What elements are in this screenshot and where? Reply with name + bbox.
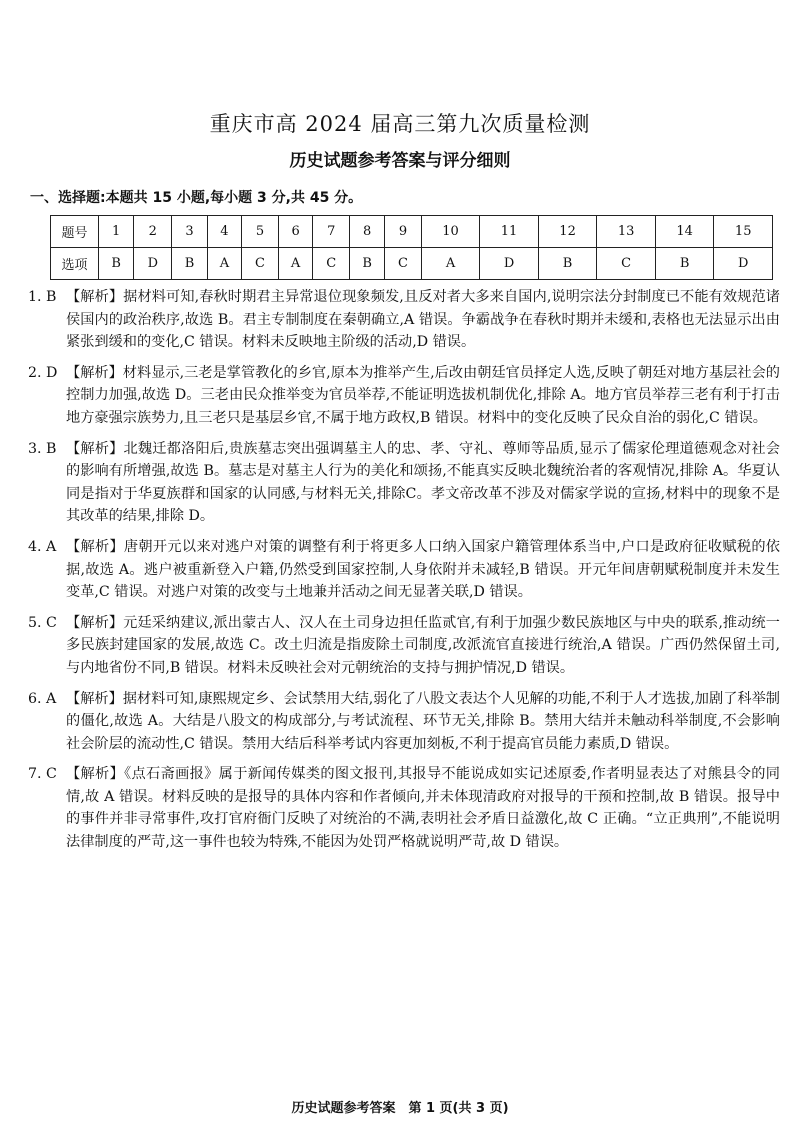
explanation-item — [28, 362, 780, 430]
question-number: 11 — [480, 216, 539, 248]
exam-subtitle: 历史试题参考答案与评分细则 — [289, 151, 511, 171]
question-number: 5 — [242, 216, 279, 248]
explanation-item — [28, 612, 780, 680]
explanation-list — [28, 286, 780, 862]
answer-option: B — [655, 248, 714, 280]
question-number: 9 — [385, 216, 422, 248]
explanation-text: 【解析】唐朝开元以来对逃户对策的调整有利于将更多人口纳入国家户籍管理体系当中,户口是政府征收赋税的依据,故选 A。逃户被重新登入户籍,仍然受到国家控制,人身依附并未减轻,B 错误。开元年间唐朝赋税制度并未发生变革,C 错误。对逃户对策的改变与土地兼并活动之间无显著关联,D 错误。 — [66, 538, 780, 601]
question-number: 10 — [421, 216, 480, 248]
explanation-text: 【解析】材料显示,三老是掌管教化的乡官,原本为推举产生,后改由朝廷官员择定人选,反映了朝廷对地方基层社会的控制力加强,故选 D。三老由民众推举变为官员举荐,不能证明选拔机制优化,排除 A。地方官员举荐三老有利于打击地方豪强宗族势力,且三老只是基层乡官,不属于地方政权,B 错误。材料中的变化反映了民众自治的弱化,C 错误。 — [66, 364, 780, 426]
explanation-text: 【解析】据材料可知,康熙规定乡、会试禁用大结,弱化了八股文表达个人见解的功能,不利于人才选拔,加剧了科举制的僵化,故选 A。大结是八股文的构成部分,与考试流程、环节无关,排除 B。禁用大结并未触动科举制度,不会影响社会阶层的流动性,C 错误。禁用大结后科举考试内容更加刻板,不利于提高官员能力素质,D 错误。 — [66, 690, 780, 752]
answer-option: B — [99, 248, 134, 280]
question-number: 3 — [172, 216, 207, 248]
explanation-text: 【解析】元廷采纳建议,派出蒙古人、汉人在土司身边担任监贰官,有利于加强少数民族地区与中央的联系,推动统一多民族封建国家的发展,故选 C。改土归流是指废除土司制度,改派流官直接进行统治,A 错误。广西仍然保留土司,与内地省份不同,B 错误。材料未反映社会对元朝统治的支持与拥护情况,D 错误。 — [66, 614, 780, 676]
explanation-label: 7. C — [28, 766, 57, 783]
explanation-item — [28, 688, 780, 756]
answer-option: A — [421, 248, 480, 280]
explanation-label: 6. A — [28, 690, 57, 707]
answer-option: B — [349, 248, 384, 280]
explanation-text: 【解析】北魏迁都洛阳后,贵族墓志突出强调墓主人的忠、孝、守礼、尊师等品质,显示了儒家伦理道德观念对社会的影响有所增强,故选 B。墓志是对墓主人行为的美化和颂扬,不能真实反映北魏统治者的客观情况,排除 A。华夏认同是指对于华夏族群和国家的认同感,与材料无关,排除C。孝文帝改革不涉及对儒家学说的宣扬,材料中的现象不是其改革的结果,排除 D。 — [66, 440, 780, 525]
answer-option: B — [172, 248, 207, 280]
question-number: 1 — [99, 216, 134, 248]
explanation-item — [28, 286, 780, 354]
answer-option: B — [538, 248, 597, 280]
answer-option: D — [134, 248, 172, 280]
question-number: 12 — [538, 216, 597, 248]
explanation-label: 1. B — [28, 289, 57, 305]
explanation-item — [28, 438, 780, 528]
answer-option: A — [278, 248, 313, 280]
question-number: 8 — [349, 216, 384, 248]
section-heading: 一、选择题:本题共 15 小题,每小题 3 分,共 45 分。 — [30, 190, 363, 206]
explanation-text: 【解析】据材料可知,春秋时期君主异常退位现象频发,且反对者大多来自国内,说明宗法分封制度已不能有效规范诸侯国内的政治秩序,故选 B。君主专制制度在秦朝确立,A 错误。争霸战争在春秋时期并未缓和,表格也无法显示出由紧张到缓和的变化,C 错误。材料未反映地主阶级的活动,D 错误。 — [66, 289, 780, 351]
answer-option: D — [480, 248, 539, 280]
explanation-label: 3. B — [28, 440, 57, 457]
explanation-item — [28, 763, 780, 853]
exam-title: 重庆市高 2024 届高三第九次质量检测 — [209, 112, 591, 136]
page-footer: 历史试题参考答案 第 1 页(共 3 页) — [291, 1101, 509, 1116]
explanation-item — [28, 536, 780, 604]
answer-table — [50, 215, 773, 280]
row-label-options: 选项 — [51, 248, 99, 280]
question-number: 4 — [207, 216, 242, 248]
question-number: 6 — [278, 216, 313, 248]
explanation-text: 【解析】《点石斋画报》属于新闻传媒类的图文报刊,其报导不能说成如实记述原委,作者明显表达了对熊县令的同情,故 A 错误。材料反映的是报导的具体内容和作者倾向,并未体现清政府对报导的干预和控制,故 B 错误。报导中的事件并非寻常事件,攻打官府衙门反映了对统治的不满,表明社会矛盾日益激化,故 C 正确。“立正典刑”,不能说明法律制度的严苛,这一事件也较为特殊,不能因为处罚严格就说明严苛,故 D 错误。 — [66, 766, 780, 851]
answer-option: C — [597, 248, 656, 280]
explanation-label: 5. C — [28, 614, 57, 631]
answer-table-number-row — [51, 216, 773, 248]
question-number: 14 — [655, 216, 714, 248]
question-number: 7 — [313, 216, 350, 248]
question-number: 2 — [134, 216, 172, 248]
answer-option: C — [242, 248, 279, 280]
answer-table-option-row — [51, 248, 773, 280]
answer-option: D — [714, 248, 773, 280]
answer-option: A — [207, 248, 242, 280]
question-number: 15 — [714, 216, 773, 248]
explanation-label: 4. A — [28, 538, 57, 555]
question-number: 13 — [597, 216, 656, 248]
explanation-label: 2. D — [28, 364, 58, 381]
row-label-numbers: 题号 — [51, 216, 99, 248]
answer-option: C — [313, 248, 350, 280]
answer-option: C — [385, 248, 422, 280]
